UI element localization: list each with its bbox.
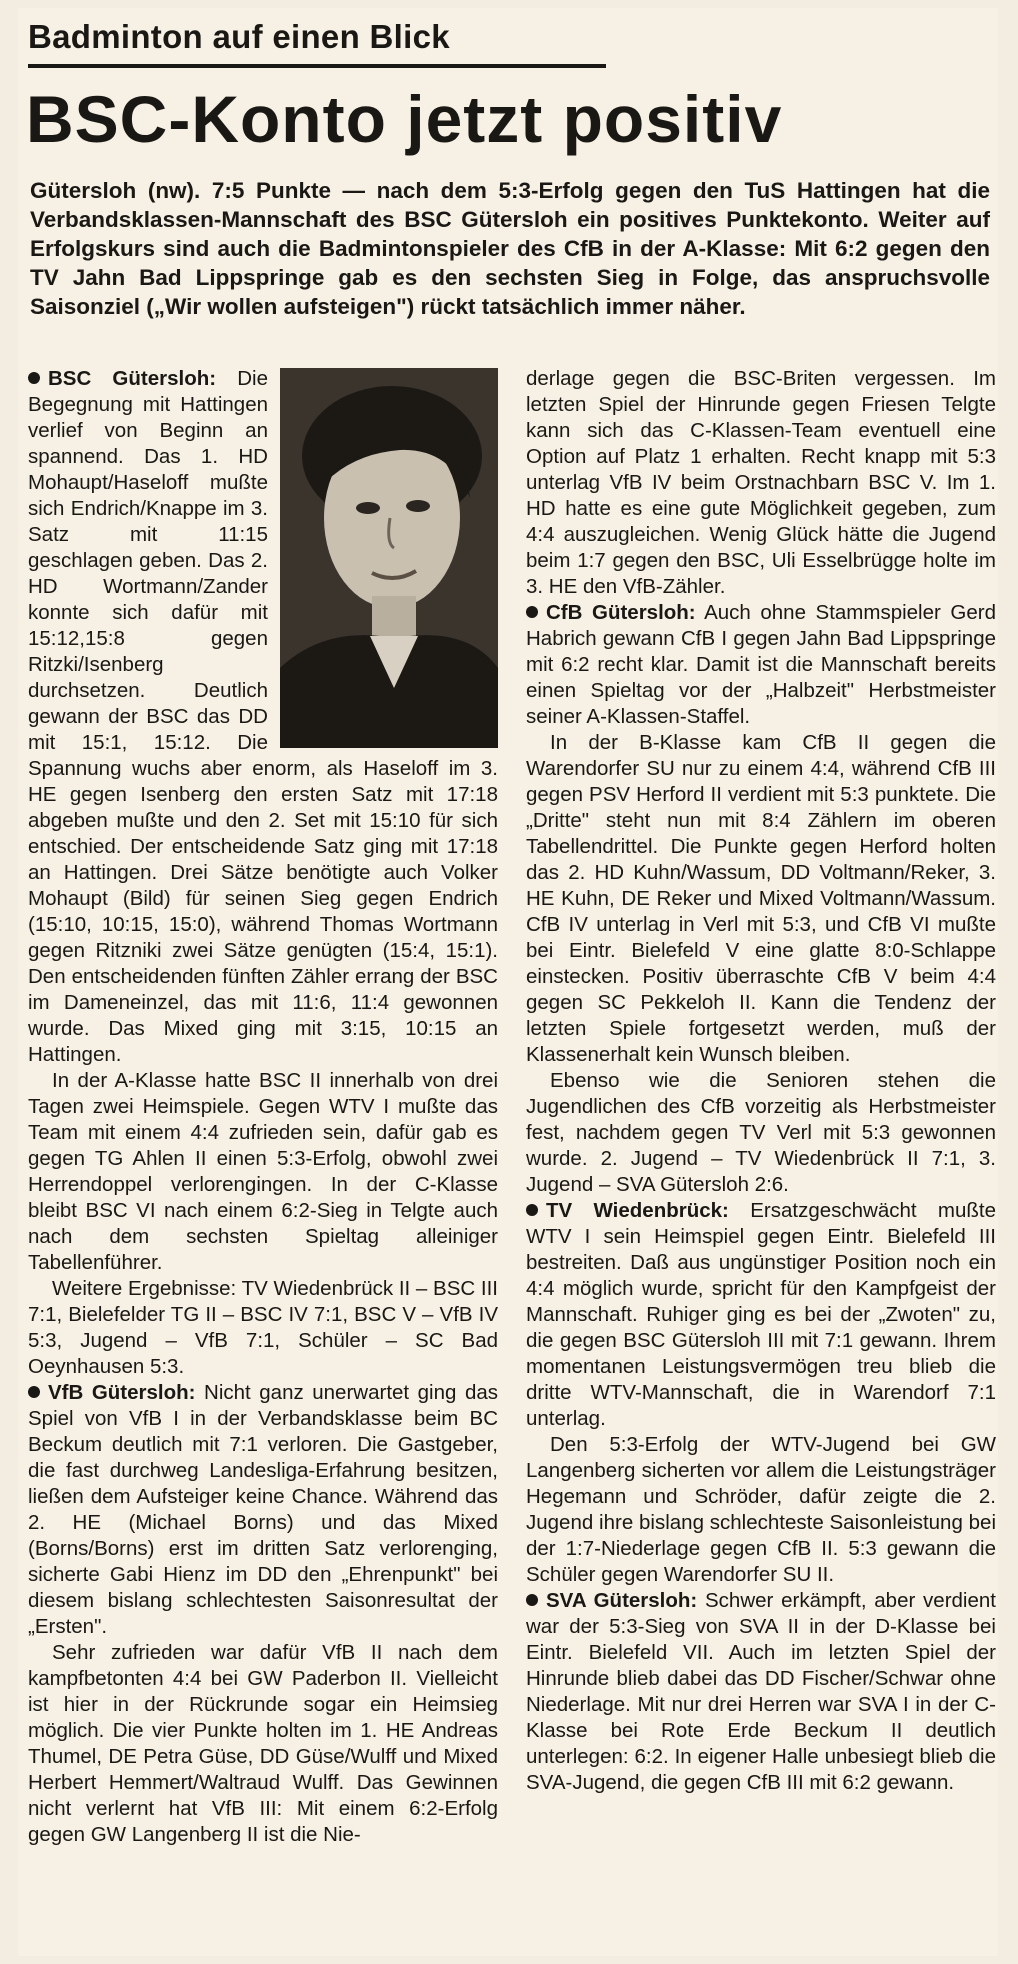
right-column bbox=[526, 366, 996, 1796]
bullet-icon bbox=[28, 372, 40, 384]
club-heading-sva: SVA Gütersloh: bbox=[546, 1589, 698, 1612]
bullet-icon bbox=[526, 1594, 538, 1606]
bullet-icon bbox=[526, 606, 538, 618]
bsc-paragraph bbox=[28, 366, 498, 1068]
bullet-icon bbox=[526, 1204, 538, 1216]
tvw-jugend-paragraph: Den 5:3-Erfolg der WTV-Jugend bei GW Langenberg sicherten vor allem die Leistungsträger Hegemann und Schröder, dafür zeigte die 2. Jugend ihre bislang schlechteste Saisonleistung bei der 1:7-Niederlage gegen CfB II. 5:3 gewann die Schüler gegen Warendorfer SU II. bbox=[526, 1433, 996, 1586]
portrait-icon bbox=[280, 368, 498, 748]
bsc-results-paragraph: Weitere Ergebnisse: TV Wiedenbrück II – BSC III 7:1, Bielefelder TG II – BSC IV 7:1, BSC V – VfB IV 5:3, Jugend – VfB 7:1, Schüler – SC Bad Oeynhausen 5:3. bbox=[28, 1277, 498, 1378]
cfb-text: Auch ohne Stammspieler Gerd Habrich gewann CfB I gegen Jahn Bad Lippspringe mit 6:2 recht klar. Damit ist die Mannschaft bereits einen Spieltag vor der „Halbzeit" Herbstmeister seiner A-Klassen-Staffel. bbox=[526, 601, 996, 728]
vfb-second-paragraph: Sehr zufrieden war dafür VfB II nach dem kampfbetonten 4:4 bei GW Paderbon II. Vielleicht ist hier in der Rückrunde sogar ein Heimsieg möglich. Die vier Punkte holten im 1. HE Andreas Thumel, DE Petra Güse, DD Güse/Wulff und Mixed Herbert Hemmert/Waltraud Wulff. Das Gewinnen nicht verlernt hat VfB III: Mit einem 6:2-Erfolg gegen GW Langenberg II ist die Nie- bbox=[28, 1641, 498, 1846]
club-heading-bsc: BSC Gütersloh: bbox=[48, 367, 217, 390]
left-column bbox=[28, 366, 498, 1848]
section-kicker: Badminton auf einen Blick bbox=[28, 18, 450, 55]
portrait-photo bbox=[280, 368, 498, 748]
sva-paragraph bbox=[526, 1588, 996, 1796]
bsc-text: Die Begegnung mit Hattingen verlief von Beginn an spannend. Das 1. HD Mohaupt/Haseloff mußte sich Endrich/Knappe im 3. Satz mit 11:15 geschlagen geben. Das 2. HD Wortmann/Zander konnte sich dafür mit 15:12,15:8 gegen Ritzki/Isenberg durchsetzen. Deutlich gewann der BSC das DD mit 15:1, 15:12. Die Spannung wuchs aber enorm, als Haseloff im 3. HE gegen Isenberg den ersten Satz mit 17:18 abgeben mußte und den 2. Set mit 15:10 für sich entschied. Der entscheidende Satz ging mit 17:18 an Hattingen. Drei Sätze benötigte auch Volker Mohaupt (Bild) für seinen Sieg gegen Endrich (15:10, 10:15, 15:0), während Thomas Wortmann gegen Ritzniki zwei Sätze genügten (15:4, 15:1). Den entscheidenden fünften Zähler errang der BSC im Dameneinzel, das mit 11:6, 11:4 gewonnen wurde. Das Mixed ging mit 3:15, 10:15 an Hattingen. bbox=[28, 367, 498, 1066]
club-heading-cfb: CfB Gütersloh: bbox=[546, 601, 696, 624]
vfb-paragraph bbox=[28, 1380, 498, 1640]
tvw-paragraph bbox=[526, 1198, 996, 1432]
lead-paragraph: Gütersloh (nw). 7:5 Punkte — nach dem 5:3-Erfolg gegen den TuS Hattingen hat die Verbandsklassen-Mannschaft des BSC Gütersloh ein positives Punktekonto. Weiter auf Erfolgskurs sind auch die Badmintonspieler des CfB in der A-Klasse: Mit 6:2 gegen den TV Jahn Bad Lippspringe gab es den sechsten Sieg in Folge, das anspruchsvolle Saisonziel („Wir wollen aufsteigen") rückt tatsächlich immer näher. bbox=[30, 178, 990, 319]
bullet-icon bbox=[28, 1386, 40, 1398]
cfb-paragraph bbox=[526, 600, 996, 730]
tvw-text: Ersatzgeschwächt mußte WTV I sein Heimspiel gegen Eintr. Bielefeld III bestreiten. Daß aus ungünstiger Position noch ein 4:4 möglich wurde, spricht für den Kampfgeist der Mannschaft. Ruhiger ging es bei der „Zwoten" zu, die gegen BSC Gütersloh III mit 7:1 gewann. Ihrem momentanen Leistungsvermögen treu blieb die dritte WTV-Mannschaft, die in Warendorf 7:1 unterlag. bbox=[526, 1199, 996, 1430]
headline: BSC-Konto jetzt positiv bbox=[26, 82, 783, 156]
sva-text: Schwer erkämpft, aber verdient war der 5:3-Sieg von SVA II in der D-Klasse bei Eintr. Bielefeld VII. Auch im letzten Spiel der Hinrunde blieb dabei das DD Fischer/Schwar ohne Niederlage. Mit nur drei Herren war SVA I in der C-Klasse bei Rote Erde Beckum II deutlich unterlegen: 6:2. In eigener Halle unbesiegt blieb die SVA-Jugend, die gegen CfB III mit 6:2 gewann. bbox=[526, 1589, 996, 1794]
vfb-text: Nicht ganz unerwartet ging das Spiel von VfB I in der Verbandsklasse beim BC Beckum deutlich mit 7:1 verloren. Die Gastgeber, die fast durchweg Landesliga-Erfahrung besitzen, ließen dem Aufsteiger keine Chance. Während das 2. HE (Michael Borns) und das Mixed (Borns/Borns) erst im dritten Satz verlorenging, sicherte Gabi Hienz im DD den „Ehrenpunkt" bei diesem bislang schlechtesten Saisonresultat der „Ersten". bbox=[28, 1381, 498, 1638]
bsc-a-klasse-paragraph: In der A-Klasse hatte BSC II innerhalb von drei Tagen zwei Heimspiele. Gegen WTV I mußte das Team mit einem 4:4 zufrieden sein, dafür gab es gegen TG Ahlen II einen 5:3-Erfolg, obwohl zwei Herrendoppel verlorengingen. In der C-Klasse bleibt BSC VI nach einem 6:2-Sieg in Telgte auch nach dem sechsten Spieltag alleiniger Tabellenführer. bbox=[28, 1069, 498, 1274]
club-heading-vfb: VfB Gütersloh: bbox=[48, 1381, 196, 1404]
newspaper-clipping bbox=[18, 8, 998, 1956]
cfb-jugend-paragraph: Ebenso wie die Senioren stehen die Jugendlichen des CfB vorzeitig als Herbstmeister fest, nachdem gegen TV Verl mit 5:3 gewonnen wurde. 2. Jugend – TV Wiedenbrück II 7:1, 3. Jugend – SVA Gütersloh 2:6. bbox=[526, 1069, 996, 1196]
vfb-continued-paragraph: derlage gegen die BSC-Briten vergessen. Im letzten Spiel der Hinrunde gegen Friesen Telgte kann sich das C-Klassen-Team eventuell eine Option auf Platz 1 erhalten. Recht knapp mit 5:3 unterlag VfB IV beim Orstnachbarn BSC V. Im 1. HD hatte es eine gute Möglichkeit gegeben, zum 4:4 auszugleichen. Wenig Glück hätte die Jugend beim 1:7 gegen den BSC, Uli Esselbrügge holte im 3. HE den VfB-Zähler. bbox=[526, 367, 996, 598]
cfb-b-klasse-paragraph: In der B-Klasse kam CfB II gegen die Warendorfer SU nur zu einem 4:4, während CfB III gegen PSV Herford II verdient mit 5:3 punktete. Die „Dritte" steht nun mit 8:4 Zählern im oberen Tabellendrittel. Die Punkte gegen Herford holten das 2. HD Kuhn/Wassum, DD Voltmann/Reker, 3. HE Kuhn, DE Reker und Mixed Voltmann/Wassum. CfB IV unterlag in Verl mit 5:3, und CfB VI mußte bei Eintr. Bielefeld V eine glatte 8:0-Schlappe einstecken. Positiv überraschte CfB V beim 4:4 gegen SC Pekkeloh II. Kann die Tendenz der letzten Spiele fortgesetzt werden, muß der Klassenerhalt kein Wunsch bleiben. bbox=[526, 731, 996, 1066]
club-heading-tvw: TV Wiedenbrück: bbox=[546, 1199, 729, 1222]
kicker-underline bbox=[28, 64, 606, 68]
